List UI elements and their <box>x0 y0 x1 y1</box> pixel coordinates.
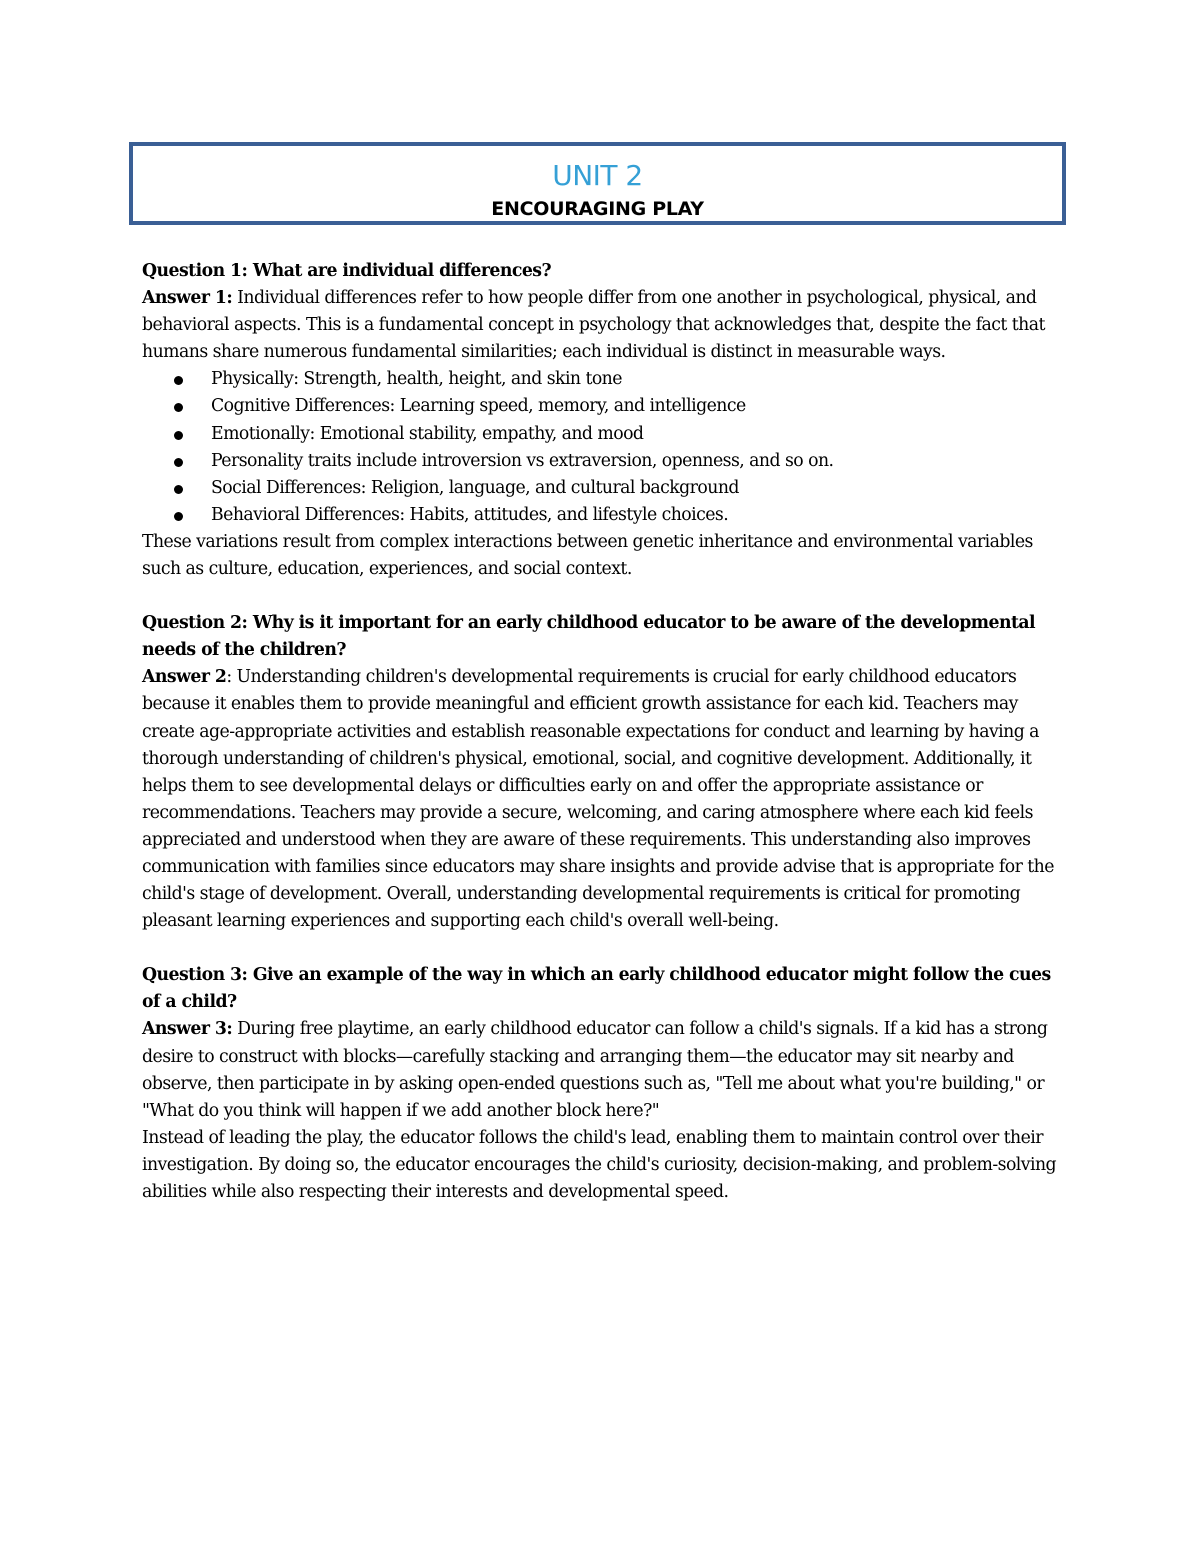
question-1-text: What are individual differences? <box>247 261 552 281</box>
document-body <box>142 258 1062 1206</box>
answer-1-text: Individual differences refer to how people differ from one another in psychological, physical, and behavioral aspects. This is a fundamental concept in psychology that acknowledges that, despite the fact that humans share numerous fundamental similarities; each individual is distinct in measurable ways. <box>142 288 1045 363</box>
paragraph-gap <box>142 935 1062 962</box>
question-2-text: Why is it important for an early childhood educator to be aware of the developmental needs of the children? <box>142 613 1036 661</box>
question-2-label: Question 2: <box>142 613 248 634</box>
question-1 <box>142 258 1062 285</box>
list-item-text: Cognitive Differences: Learning speed, memory, and intelligence <box>211 396 746 417</box>
unit-title: UNIT 2 <box>552 159 643 192</box>
question-3 <box>142 962 1062 1016</box>
list-item <box>142 448 1062 475</box>
list-item-text: Emotionally: Emotional stability, empathy, and mood <box>211 423 644 444</box>
list-item-text: Social Differences: Religion, language, and cultural background <box>211 477 739 498</box>
list-item <box>142 393 1062 420</box>
answer-3-followup: Instead of leading the play, the educator follows the child's lead, enabling them to maintain control over their investigation. By doing so, the educator encourages the child's curiosity, decision-making, and problem-solving abilities while also respecting their interests and developmental speed. <box>142 1127 1057 1202</box>
bullet-icon <box>174 458 183 467</box>
paragraph-gap <box>142 583 1062 610</box>
bullet-icon <box>174 485 183 494</box>
answer-2-label: Answer 2 <box>142 667 227 688</box>
question-2 <box>142 610 1062 664</box>
list-item <box>142 475 1062 502</box>
differences-list <box>142 366 1062 529</box>
list-item-text: Behavioral Differences: Habits, attitudes, and lifestyle choices. <box>211 504 729 525</box>
question-3-label: Question 3: <box>142 965 248 986</box>
list-item <box>142 366 1062 393</box>
list-item-text: Physically: Strength, health, height, and skin tone <box>211 369 622 390</box>
list-item <box>142 421 1062 448</box>
question-1-label: Question 1: <box>142 261 248 281</box>
answer-3-label: Answer 3: <box>142 1019 233 1040</box>
list-item <box>142 502 1062 529</box>
answer-2-text: : Understanding children's developmental requirements is crucial for early childhood educators because it enables them to provide meaningful and efficient growth assistance for each kid. Teachers may create age-appropriate activities and establish reasonable expectations for conduct and learning by having a thorough understanding of children's physical, emotional, social, and cognitive development. Additionally, it helps them to see developmental delays or difficulties early on and offer the appropriate assistance or recommendations. Teachers may provide a secure, welcoming, and caring atmosphere where each kid feels appreciated and understood when they are aware of these requirements. This understanding also improves communication with families since educators may share insights and provide advise that is appropriate for the child's stage of development. Overall, understanding developmental requirements is critical for promoting pleasant learning experiences and supporting each child's overall well-being. <box>142 667 1054 932</box>
answer-3-text: During free playtime, an early childhood educator can follow a child's signals. If a kid has a strong desire to construct with blocks—carefully stacking and arranging them—the educator may sit nearby and observe, then participate in by asking open-ended questions such as, "Tell me about what you're building," or "What do you think will happen if we add another block here?" <box>142 1019 1048 1121</box>
bullet-icon <box>174 403 183 412</box>
answer-1-label: Answer 1: <box>142 288 233 309</box>
answer-2 <box>142 664 1062 935</box>
bullet-icon <box>174 376 183 385</box>
answer-3 <box>142 1016 1062 1124</box>
bullet-icon <box>174 512 183 521</box>
list-item-text: Personality traits include introversion vs extraversion, openness, and so on. <box>211 450 834 471</box>
answer-1 <box>142 285 1062 366</box>
title-box <box>129 142 1066 225</box>
bullet-icon <box>174 431 183 440</box>
answer-1-closing: These variations result from complex interactions between genetic inheritance and environmental variables such as culture, education, experiences, and social context. <box>142 531 1033 580</box>
unit-subtitle: ENCOURAGING PLAY <box>491 198 704 220</box>
question-3-text: Give an example of the way in which an early childhood educator might follow the cues of a child? <box>142 965 1051 1013</box>
